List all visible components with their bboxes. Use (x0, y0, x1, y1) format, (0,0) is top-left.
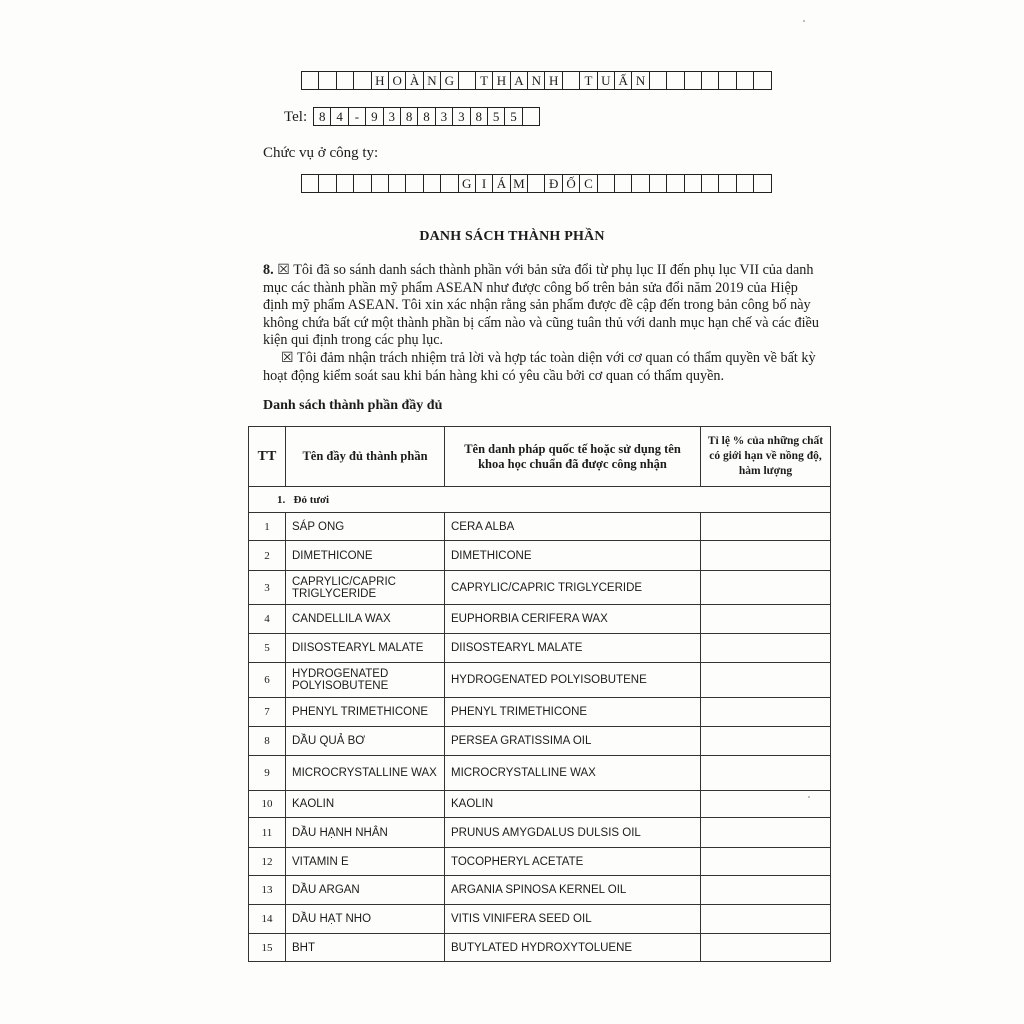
tel-char-box: 8 (418, 107, 435, 126)
position-char-box: I (476, 174, 493, 193)
table-row (249, 934, 831, 962)
position-char-box (598, 174, 615, 193)
name-char-box: T (580, 71, 597, 90)
row-number: 10 (249, 791, 286, 818)
position-char-box: Á (493, 174, 510, 193)
name-char-box: N (528, 71, 545, 90)
name-char-box (737, 71, 754, 90)
tel-char-box: 3 (453, 107, 470, 126)
scan-speck (803, 20, 805, 22)
position-char-box (737, 174, 754, 193)
position-char-box (389, 174, 406, 193)
section-number: 8. (263, 262, 274, 278)
table-row (249, 818, 831, 848)
inci-name: DIISOSTEARYL MALATE (445, 634, 701, 663)
ingredient-table (248, 426, 831, 962)
inci-name: BUTYLATED HYDROXYTOLUENE (445, 934, 701, 962)
table-row (249, 791, 831, 818)
limit-percent-cell (701, 698, 831, 727)
position-char-box: Đ (545, 174, 562, 193)
position-char-box (319, 174, 336, 193)
name-char-box (754, 71, 771, 90)
name-char-box: N (424, 71, 441, 90)
name-char-box (667, 71, 684, 90)
name-char-box (354, 71, 371, 90)
ingredient-name: CAPRYLIC/CAPRIC TRIGLYCERIDE (286, 571, 445, 605)
position-char-box (441, 174, 458, 193)
name-char-box (337, 71, 354, 90)
tel-box-row (313, 107, 540, 126)
name-char-box: G (441, 71, 458, 90)
section-heading: DANH SÁCH THÀNH PHẦN (419, 229, 605, 244)
position-char-box (650, 174, 667, 193)
name-char-box: H (493, 71, 510, 90)
ingredient-name: DẦU HẠT NHO (286, 905, 445, 934)
name-char-box (563, 71, 580, 90)
limit-percent-cell (701, 513, 831, 541)
table-row (249, 698, 831, 727)
name-char-box (719, 71, 736, 90)
position-char-box (702, 174, 719, 193)
row-number: 8 (249, 727, 286, 756)
ingredient-name: MICROCRYSTALLINE WAX (286, 756, 445, 791)
tel-char-box: 8 (401, 107, 418, 126)
position-char-box: G (459, 174, 476, 193)
position-char-box (615, 174, 632, 193)
row-number: 9 (249, 756, 286, 791)
inci-name: KAOLIN (445, 791, 701, 818)
row-number: 13 (249, 876, 286, 905)
row-number: 2 (249, 541, 286, 571)
tel-char-box: 9 (366, 107, 383, 126)
name-char-box: O (389, 71, 406, 90)
tel-char-box: - (349, 107, 366, 126)
position-box-row (301, 174, 772, 193)
table-row (249, 756, 831, 791)
table-row (249, 905, 831, 934)
limit-percent-cell (701, 818, 831, 848)
limit-percent-cell (701, 791, 831, 818)
inci-name: HYDROGENATED POLYISOBUTENE (445, 663, 701, 698)
position-char-box (528, 174, 545, 193)
ingredient-list-subheading: Danh sách thành phần đầy đủ (263, 398, 443, 413)
ingredient-name: DẦU QUẢ BƠ (286, 727, 445, 756)
name-char-box: T (476, 71, 493, 90)
ingredient-name: VITAMIN E (286, 848, 445, 876)
tel-char-box: 8 (471, 107, 488, 126)
row-number: 5 (249, 634, 286, 663)
position-char-box (632, 174, 649, 193)
name-char-box: H (372, 71, 389, 90)
name-char-box (302, 71, 319, 90)
header-limit-percent: Tỉ lệ % của những chất có giới hạn về nồng độ, hàm lượng (701, 427, 831, 487)
ingredient-name: KAOLIN (286, 791, 445, 818)
name-char-box: À (406, 71, 423, 90)
inci-name: MICROCRYSTALLINE WAX (445, 756, 701, 791)
row-number: 3 (249, 571, 286, 605)
inci-name: EUPHORBIA CERIFERA WAX (445, 605, 701, 634)
ingredient-name: DIISOSTEARYL MALATE (286, 634, 445, 663)
row-number: 6 (249, 663, 286, 698)
header-inci-name: Tên danh pháp quốc tế hoặc sử dụng tên khoa học chuẩn đã được công nhận (445, 427, 701, 487)
position-char-box (354, 174, 371, 193)
position-label: Chức vụ ở công ty: (263, 145, 379, 161)
limit-percent-cell (701, 848, 831, 876)
inci-name: TOCOPHERYL ACETATE (445, 848, 701, 876)
table-row (249, 605, 831, 634)
inci-name: VITIS VINIFERA SEED OIL (445, 905, 701, 934)
name-char-box: H (545, 71, 562, 90)
row-number: 12 (249, 848, 286, 876)
limit-percent-cell (701, 663, 831, 698)
table-row (249, 848, 831, 876)
inci-name: PHENYL TRIMETHICONE (445, 698, 701, 727)
limit-percent-cell (701, 756, 831, 791)
ingredient-name: PHENYL TRIMETHICONE (286, 698, 445, 727)
declaration-paragraph (263, 262, 819, 385)
position-char-box (424, 174, 441, 193)
group-row (249, 487, 831, 513)
tel-char-box: 8 (314, 107, 331, 126)
declaration-text-1: ☒ Tôi đã so sánh danh sách thành phần với bản sửa đổi từ phụ lục II đến phụ lục VII của danh mục các thành phần mỹ phẩm ASEAN như được công bố trên bản sửa đổi năm 2019 của Hiệp định mỹ phẩm ASEAN. Tôi xin xác nhận rằng sản phẩm được đề cập đến trong bản công bố này không chứa bất cứ một thành phần bị cấm nào và cũng tuân thủ với danh mục hạn chế và các điều kiện qui định trong các phụ lục. (263, 262, 819, 349)
name-char-box: A (511, 71, 528, 90)
position-char-box (754, 174, 771, 193)
inci-name: ARGANIA SPINOSA KERNEL OIL (445, 876, 701, 905)
table-row (249, 876, 831, 905)
tel-char-box: 5 (488, 107, 505, 126)
table-row (249, 663, 831, 698)
ingredient-name: DẦU HẠNH NHÂN (286, 818, 445, 848)
ingredient-name: CANDELLILA WAX (286, 605, 445, 634)
name-char-box: N (632, 71, 649, 90)
name-char-box (650, 71, 667, 90)
tel-char-box: 5 (505, 107, 522, 126)
tel-char-box (523, 107, 540, 126)
tel-char-box: 3 (384, 107, 401, 126)
inci-name: CERA ALBA (445, 513, 701, 541)
tel-char-box: 4 (331, 107, 348, 126)
row-number: 11 (249, 818, 286, 848)
table-row (249, 571, 831, 605)
name-char-box: Ấ (615, 71, 632, 90)
limit-percent-cell (701, 541, 831, 571)
tel-char-box: 3 (436, 107, 453, 126)
declaration-text-2: ☒ Tôi đảm nhận trách nhiệm trả lời và hợp tác toàn diện với cơ quan có thẩm quyền về bất kỳ hoạt động kiểm soát sau khi bán hàng khi có yêu cầu bởi cơ quan có thẩm quyền. (263, 349, 816, 384)
inci-name: CAPRYLIC/CAPRIC TRIGLYCERIDE (445, 571, 701, 605)
group-label: 1. Đỏ tươi (249, 487, 831, 513)
ingredient-name: DẦU ARGAN (286, 876, 445, 905)
table-row (249, 513, 831, 541)
ingredient-name: SÁP ONG (286, 513, 445, 541)
name-char-box: U (598, 71, 615, 90)
limit-percent-cell (701, 605, 831, 634)
name-char-box (685, 71, 702, 90)
limit-percent-cell (701, 905, 831, 934)
limit-percent-cell (701, 876, 831, 905)
limit-percent-cell (701, 634, 831, 663)
name-box-row (301, 71, 772, 90)
header-full-name: Tên đầy đủ thành phần (286, 427, 445, 487)
ingredient-name: DIMETHICONE (286, 541, 445, 571)
inci-name: PERSEA GRATISSIMA OIL (445, 727, 701, 756)
name-char-box (459, 71, 476, 90)
limit-percent-cell (701, 571, 831, 605)
header-tt: TT (249, 427, 286, 487)
position-char-box: Ố (563, 174, 580, 193)
name-char-box (319, 71, 336, 90)
table-header-row (249, 427, 831, 487)
position-char-box: M (511, 174, 528, 193)
table-row (249, 541, 831, 571)
table-row (249, 727, 831, 756)
position-char-box (719, 174, 736, 193)
position-char-box (372, 174, 389, 193)
limit-percent-cell (701, 727, 831, 756)
position-char-box (406, 174, 423, 193)
row-number: 1 (249, 513, 286, 541)
ingredient-name: HYDROGENATED POLYISOBUTENE (286, 663, 445, 698)
position-char-box (667, 174, 684, 193)
position-char-box (337, 174, 354, 193)
limit-percent-cell (701, 934, 831, 962)
name-char-box (702, 71, 719, 90)
row-number: 15 (249, 934, 286, 962)
position-char-box: C (580, 174, 597, 193)
position-char-box (685, 174, 702, 193)
tel-label: Tel: (284, 109, 308, 125)
row-number: 7 (249, 698, 286, 727)
ingredient-name: BHT (286, 934, 445, 962)
row-number: 4 (249, 605, 286, 634)
table-row (249, 634, 831, 663)
inci-name: DIMETHICONE (445, 541, 701, 571)
inci-name: PRUNUS AMYGDALUS DULSIS OIL (445, 818, 701, 848)
row-number: 14 (249, 905, 286, 934)
position-char-box (302, 174, 319, 193)
scan-speck (808, 796, 810, 798)
